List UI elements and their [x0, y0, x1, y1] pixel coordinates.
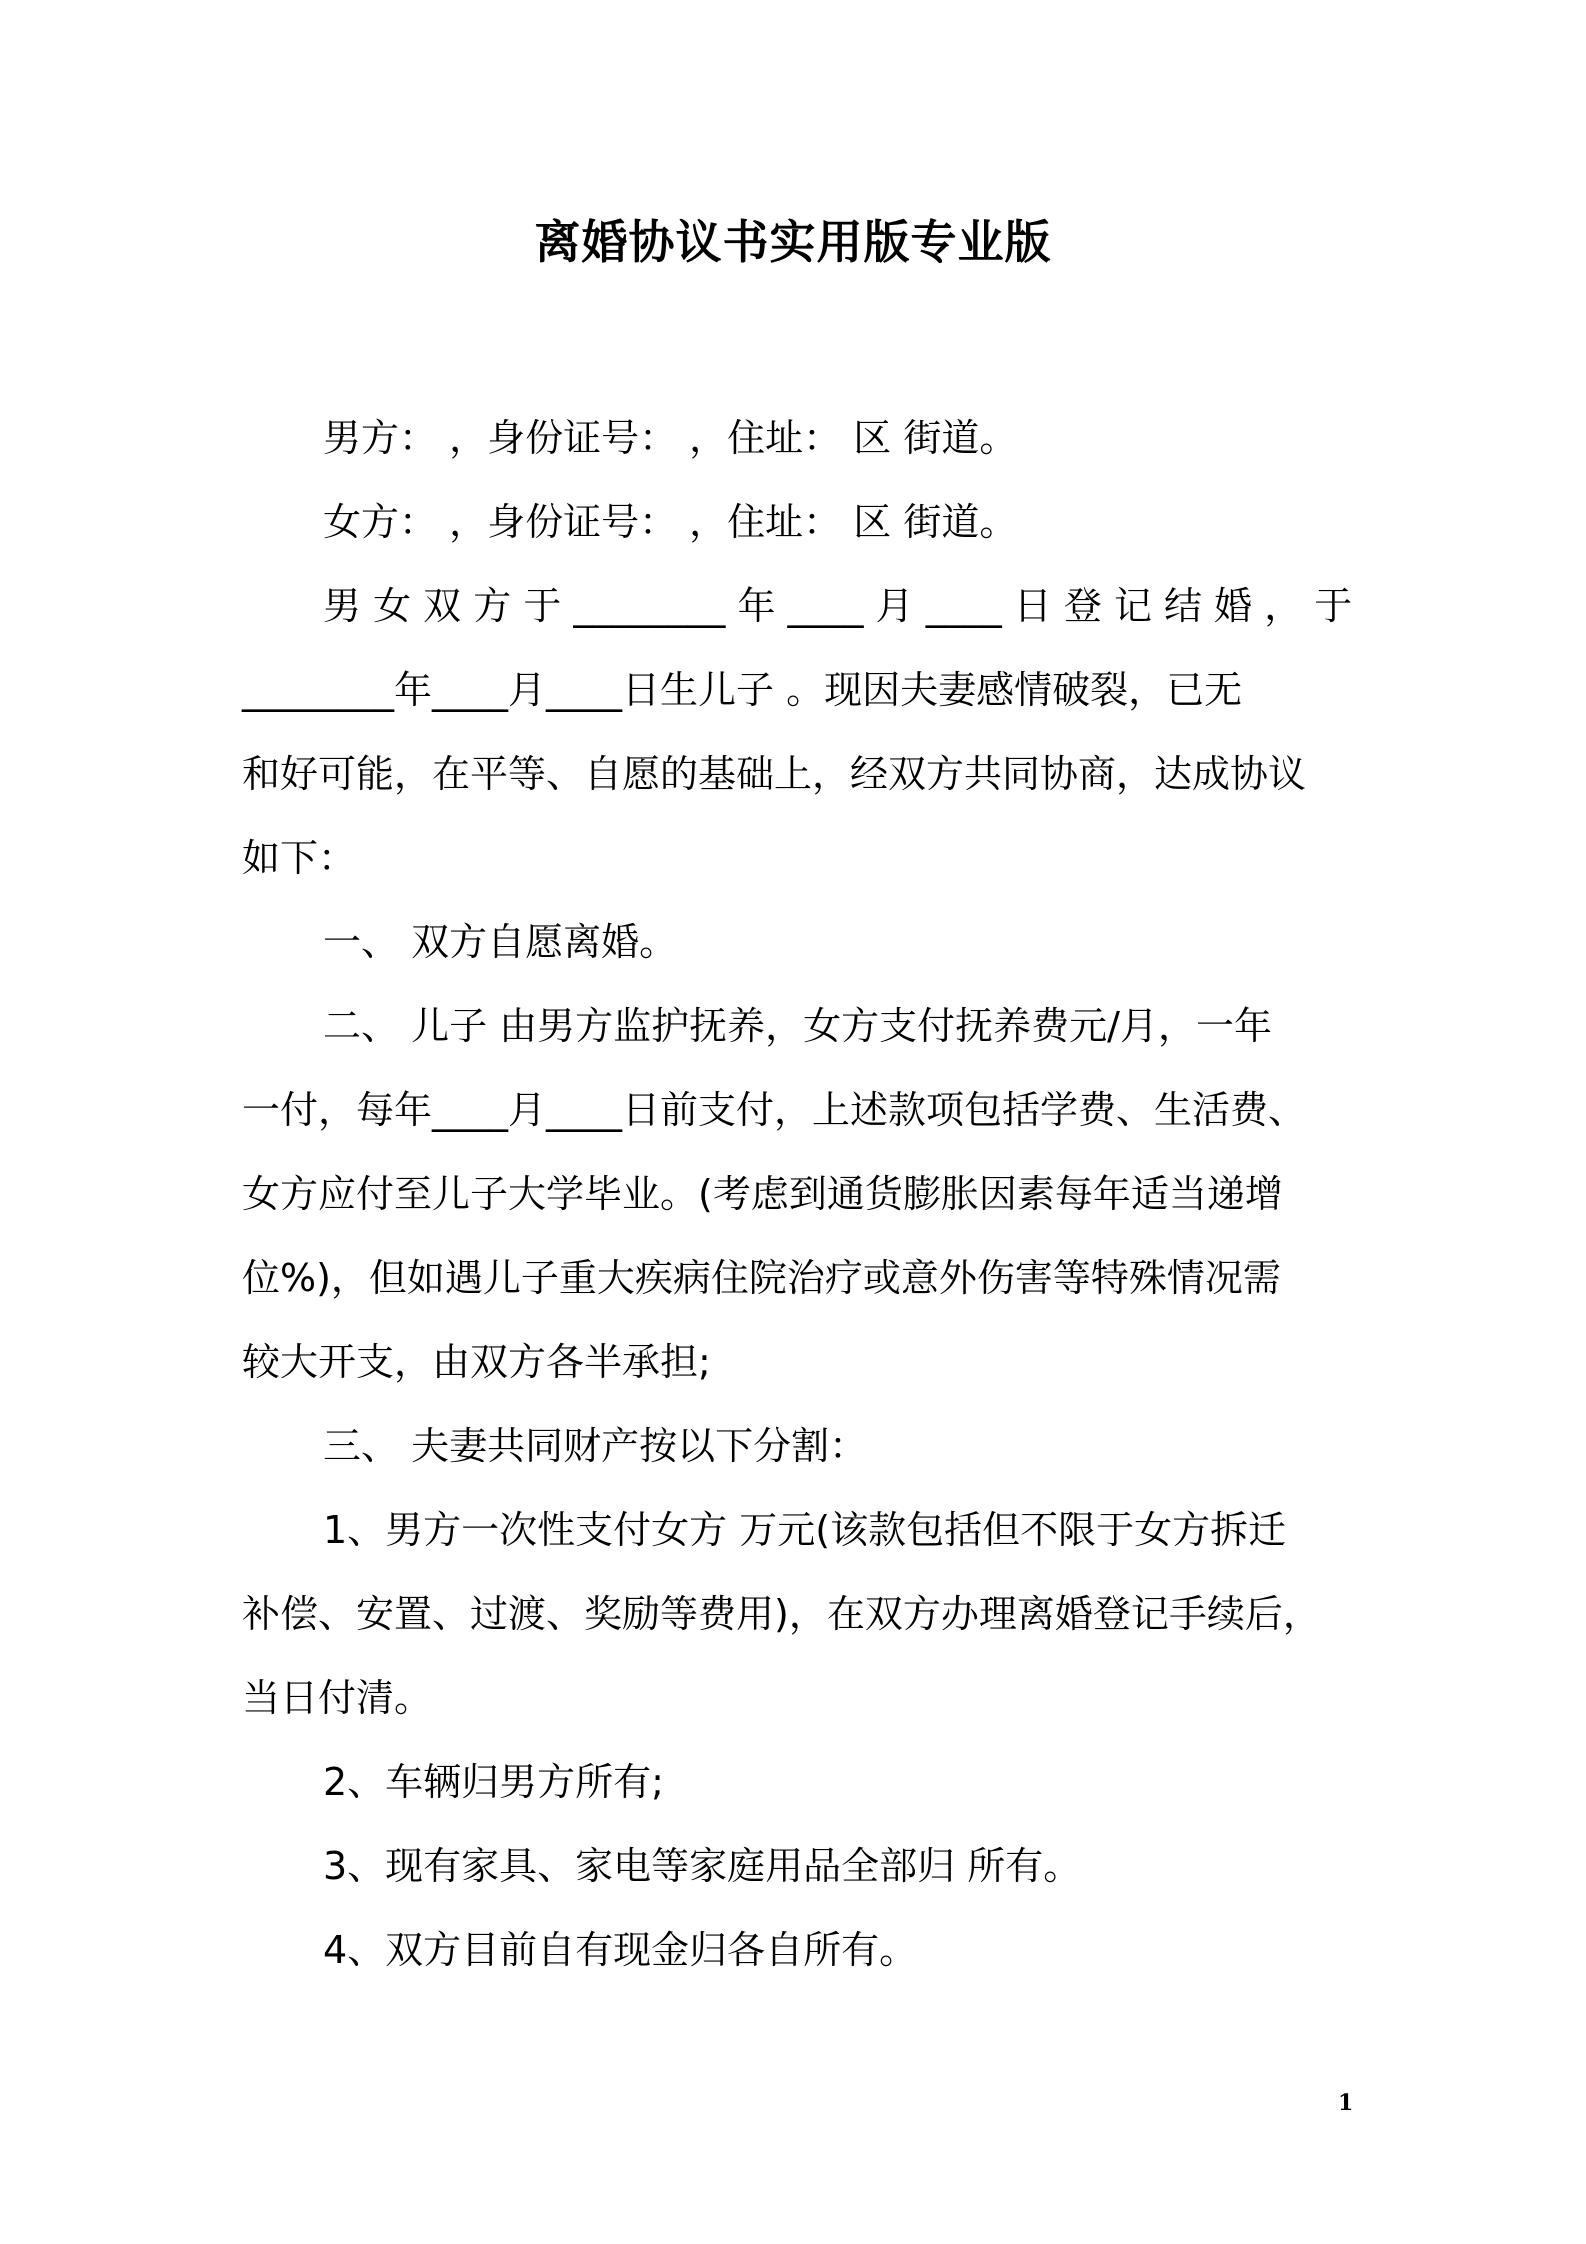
text-line-child-birth: ________年____月____日生儿子 。现因夫妻感情破裂，已无: [242, 668, 1243, 712]
document-title: 离婚协议书实用版专业版: [534, 215, 1052, 269]
page-number: 1: [1338, 2090, 1354, 2116]
text-line-marriage-date: 男 女 双 方 于 ________ 年 ____ 月 ____ 日 登 记 结 婚 ， 于: [323, 584, 1353, 628]
item-four: 4、双方目前自有现金归各自所有。: [323, 1928, 918, 1972]
clause-two-line-2: 一付，每年____月____日前支付，上述款项包括学费、生活费、: [242, 1088, 1307, 1132]
clause-two-line-4: 位%)，但如遇儿子重大疾病住院治疗或意外伤害等特殊情况需: [242, 1256, 1281, 1300]
item-one-line-2: 补偿、安置、过渡、奖励等费用)，在双方办理离婚登记手续后，: [242, 1592, 1321, 1636]
text-line-intro-end: 如下：: [242, 836, 357, 880]
text-line-intro-cont: 和好可能，在平等、自愿的基础上，经双方共同协商，达成协议: [242, 752, 1307, 796]
clause-three: 三、 夫妻共同财产按以下分割：: [323, 1424, 868, 1468]
text-line-female-party: 女方： ，身份证号： ，住址： 区 街道。: [323, 500, 1018, 544]
clause-two-line-3: 女方应付至儿子大学毕业。(考虑到通货膨胀因素每年适当递增: [242, 1172, 1283, 1216]
item-one-line-3: 当日付清。: [242, 1676, 433, 1720]
item-one-line-1: 1、男方一次性支付女方 万元(该款包括但不限于女方拆迁: [323, 1508, 1287, 1552]
clause-two-line-5: 较大开支，由双方各半承担;: [242, 1340, 711, 1384]
clause-one: 一、 双方自愿离婚。: [323, 920, 678, 964]
text-line-male-party: 男方： ，身份证号： ，住址： 区 街道。: [323, 416, 1018, 460]
item-two: 2、车辆归男方所有;: [323, 1760, 664, 1804]
item-three: 3、现有家具、家电等家庭用品全部归 所有。: [323, 1844, 1082, 1888]
clause-two-line-1: 二、 儿子 由男方监护抚养，女方支付抚养费元/月，一年: [323, 1004, 1272, 1048]
